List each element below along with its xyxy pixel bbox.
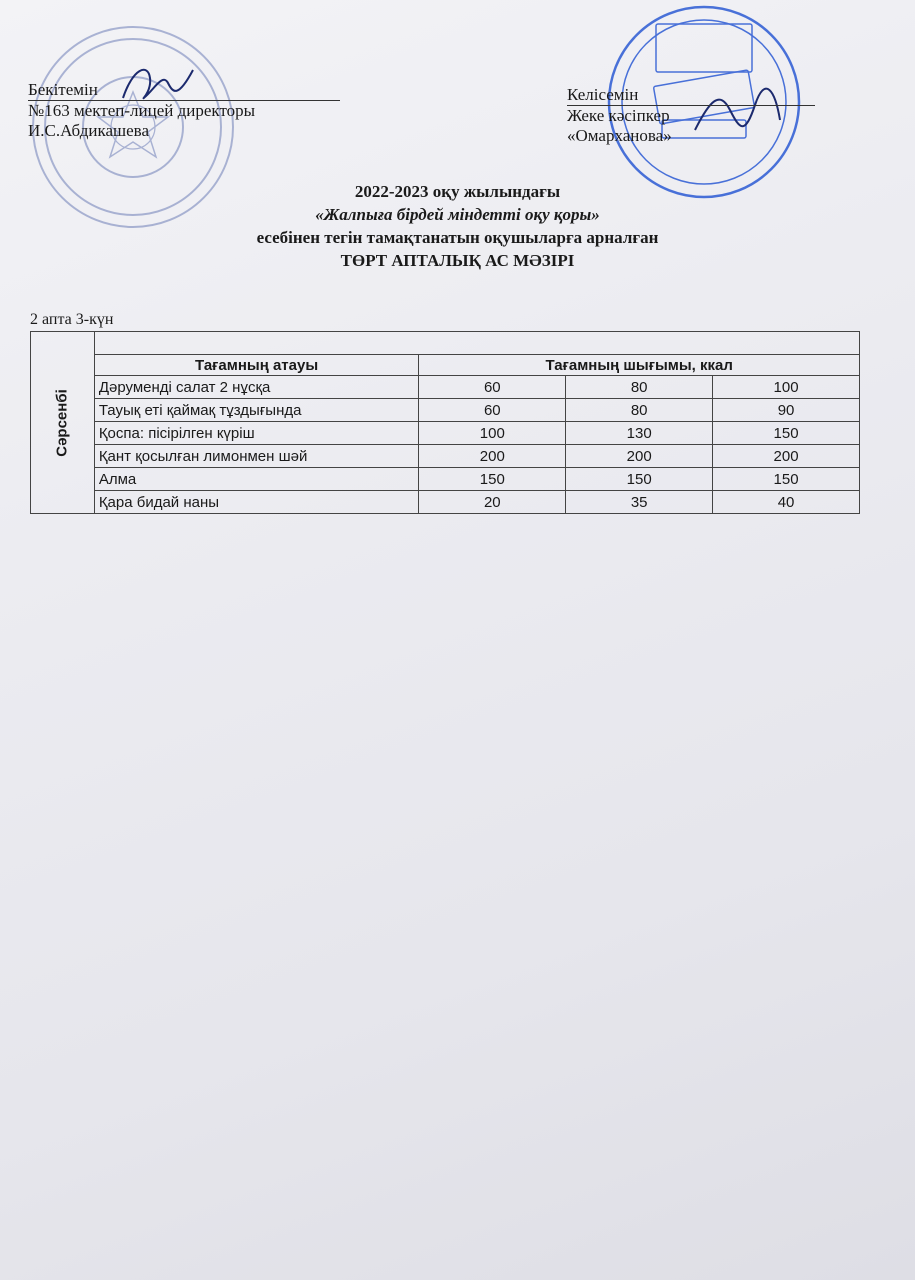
approve-person: И.С.Абдикашева (28, 121, 150, 140)
yield-value-2: 200 (566, 445, 713, 468)
dish-name-cell: Қант қосылған лимонмен шәй (94, 445, 419, 468)
header-dish-name: Тағамның атауы (94, 355, 419, 376)
dish-name-cell: Қара бидай наны (94, 491, 419, 514)
week-day-label: 2 апта 3-күн (30, 311, 114, 328)
title-year: 2022-2023 оқу жылындағы (354, 182, 561, 201)
menu-table (30, 331, 860, 514)
agree-position: Жеке кәсіпкер (567, 106, 670, 125)
agreement-block (567, 85, 815, 146)
yield-value-2: 130 (566, 422, 713, 445)
table-row (31, 399, 860, 422)
yield-value-3: 150 (713, 422, 860, 445)
dish-name-cell: Қоспа: пісірілген күріш (94, 422, 419, 445)
dish-name-cell: Тауық еті қаймақ тұздығында (94, 399, 419, 422)
agree-heading: Келісемін (567, 85, 815, 106)
yield-value-2: 150 (566, 468, 713, 491)
table-header-row (31, 355, 860, 376)
yield-value-1: 100 (419, 422, 566, 445)
agree-person: «Омарханова» (567, 126, 672, 145)
yield-value-1: 60 (419, 399, 566, 422)
yield-value-3: 200 (713, 445, 860, 468)
table-row (31, 468, 860, 491)
yield-value-2: 80 (566, 376, 713, 399)
yield-value-3: 90 (713, 399, 860, 422)
yield-value-1: 60 (419, 376, 566, 399)
title-fund: «Жалпыға бірдей міндетті оқу қоры» (315, 205, 600, 224)
yield-value-3: 100 (713, 376, 860, 399)
header-yield: Тағамның шығымы, ккал (419, 355, 860, 376)
yield-value-1: 20 (419, 491, 566, 514)
table-row (31, 491, 860, 514)
yield-value-2: 35 (566, 491, 713, 514)
approval-block (28, 80, 340, 141)
table-row (31, 422, 860, 445)
dish-name-cell: Дәруменді салат 2 нұсқа (94, 376, 419, 399)
day-of-week: Сәрсенбі (53, 388, 71, 457)
document-title (0, 180, 915, 272)
yield-value-1: 150 (419, 468, 566, 491)
approve-position: №163 мектеп-лицей директоры (28, 101, 256, 120)
day-of-week-cell (31, 332, 95, 514)
table-row (31, 376, 860, 399)
title-main: ТӨРТ АПТАЛЫҚ АС МӘЗІРІ (340, 251, 575, 270)
yield-value-3: 40 (713, 491, 860, 514)
yield-value-2: 80 (566, 399, 713, 422)
table-row (31, 445, 860, 468)
approve-heading: Бекітемін (28, 80, 340, 101)
title-purpose: есебінен тегін тамақтанатын оқушыларға арналған (256, 228, 659, 247)
table-top-spacer (31, 332, 860, 355)
yield-value-1: 200 (419, 445, 566, 468)
dish-name-cell: Алма (94, 468, 419, 491)
yield-value-3: 150 (713, 468, 860, 491)
